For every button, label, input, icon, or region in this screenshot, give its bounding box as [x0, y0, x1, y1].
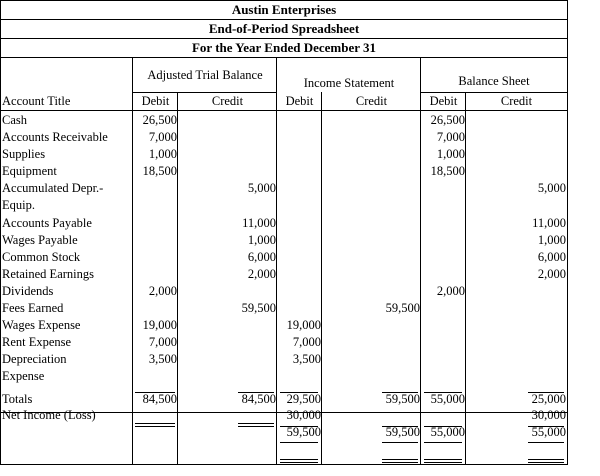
- header-account-title: Account Title: [2, 94, 71, 108]
- amount-is-debit: 19,000: [286, 318, 321, 332]
- account-name: Supplies: [2, 147, 46, 161]
- amount-tb-debit: 7,000: [148, 335, 177, 349]
- group-balance-sheet: Balance Sheet: [458, 74, 530, 88]
- account-name: Common Stock: [2, 250, 81, 264]
- amount-bs-credit: 11,000: [532, 216, 566, 230]
- border-line: [567, 0, 568, 57]
- amount-is-credit: 59,500: [385, 425, 420, 439]
- amount-bs-credit: 25,000: [531, 392, 566, 406]
- grid-line: [321, 92, 322, 465]
- amount-tb-debit: 84,500: [142, 392, 177, 406]
- account-name: Accounts Payable: [2, 216, 92, 230]
- amount-tb-credit: 1,000: [247, 233, 276, 247]
- report-title: End-of-Period Spreadsheet: [208, 21, 360, 36]
- header-tb-credit: Credit: [211, 94, 244, 108]
- amount-tb-debit: 3,500: [148, 352, 177, 366]
- total-underline: [424, 392, 462, 393]
- group-income-statement: Income Statement: [303, 76, 395, 90]
- amount-bs-credit: 6,000: [537, 250, 566, 264]
- account-name-cont: Equip.: [2, 198, 35, 212]
- total-underline: [528, 426, 564, 427]
- border-line: [0, 0, 1, 57]
- amount-tb-credit: 59,500: [241, 301, 276, 315]
- grid-line: [0, 110, 568, 111]
- amount-is-credit: 59,500: [385, 301, 420, 315]
- amount-tb-debit: 1,000: [148, 147, 177, 161]
- group-trial-balance: Adjusted Trial Balance: [147, 68, 263, 82]
- double-underline: [382, 459, 418, 463]
- amount-is-credit: 59,500: [385, 392, 420, 406]
- border-line: [0, 57, 568, 58]
- total-underline: [424, 442, 462, 443]
- total-underline: [382, 442, 418, 443]
- amount-bs-debit: 55,000: [430, 392, 465, 406]
- border-line: [0, 38, 568, 39]
- double-underline: [238, 423, 274, 427]
- grid-line: [133, 92, 277, 93]
- company-name: Austin Enterprises: [231, 2, 337, 17]
- account-name: Net Income (Loss): [2, 408, 96, 422]
- amount-bs-debit: 55,000: [430, 425, 465, 439]
- amount-bs-debit: 1,000: [436, 147, 465, 161]
- report-period: For the Year Ended December 31: [191, 40, 377, 55]
- total-underline: [382, 392, 418, 393]
- amount-tb-credit: 84,500: [241, 392, 276, 406]
- account-name: Fees Earned: [2, 301, 64, 315]
- amount-bs-credit: 30,000: [531, 408, 566, 422]
- total-underline: [528, 392, 564, 393]
- account-name: Accumulated Depr.-: [2, 181, 104, 195]
- amount-bs-credit: 5,000: [537, 181, 566, 195]
- total-underline: [528, 442, 564, 443]
- header-bs-credit: Credit: [500, 94, 533, 108]
- total-underline: [135, 392, 175, 393]
- header-is-debit: Debit: [285, 94, 314, 108]
- amount-is-debit: 59,500: [286, 425, 321, 439]
- total-underline: [238, 392, 274, 393]
- border-line: [0, 0, 568, 1]
- account-name: Retained Earnings: [2, 267, 94, 281]
- account-name: Accounts Receivable: [2, 130, 108, 144]
- double-underline: [528, 459, 564, 463]
- amount-tb-debit: 19,000: [142, 318, 177, 332]
- account-name-cont: Expense: [2, 369, 45, 383]
- account-name: Dividends: [2, 284, 54, 298]
- grid-line: [421, 92, 567, 93]
- total-underline: [280, 442, 318, 443]
- amount-is-debit: 3,500: [292, 352, 321, 366]
- account-name: Equipment: [2, 164, 57, 178]
- amount-bs-credit: 1,000: [537, 233, 566, 247]
- total-underline: [424, 426, 462, 427]
- amount-bs-debit: 7,000: [436, 130, 465, 144]
- amount-tb-debit: 7,000: [148, 130, 177, 144]
- amount-bs-debit: 26,500: [430, 113, 465, 127]
- amount-tb-credit: 6,000: [247, 250, 276, 264]
- header-is-credit: Credit: [355, 94, 388, 108]
- grid-line: [0, 464, 568, 465]
- grid-line: [567, 57, 568, 465]
- amount-is-debit: 30,000: [286, 408, 321, 422]
- amount-bs-debit: 18,500: [430, 164, 465, 178]
- amount-tb-debit: 2,000: [148, 284, 177, 298]
- double-underline: [135, 423, 175, 427]
- amount-tb-debit: 18,500: [142, 164, 177, 178]
- double-underline: [280, 459, 318, 463]
- total-underline: [382, 426, 418, 427]
- amount-bs-credit: 2,000: [537, 267, 566, 281]
- header-tb-debit: Debit: [141, 94, 170, 108]
- amount-tb-credit: 11,000: [242, 216, 276, 230]
- amount-tb-credit: 2,000: [247, 267, 276, 281]
- account-name: Wages Expense: [2, 318, 81, 332]
- total-underline: [280, 426, 318, 427]
- header-bs-debit: Debit: [429, 94, 458, 108]
- amount-tb-credit: 5,000: [247, 181, 276, 195]
- amount-bs-credit: 55,000: [531, 425, 566, 439]
- total-underline: [280, 392, 318, 393]
- account-name: Rent Expense: [2, 335, 72, 349]
- account-name: Totals: [2, 392, 33, 406]
- grid-line: [0, 57, 1, 465]
- double-underline: [424, 459, 462, 463]
- account-name: Wages Payable: [2, 233, 78, 247]
- border-line: [0, 19, 568, 20]
- amount-bs-debit: 2,000: [436, 284, 465, 298]
- amount-is-debit: 7,000: [292, 335, 321, 349]
- amount-is-debit: 29,500: [286, 392, 321, 406]
- account-name: Cash: [2, 113, 27, 127]
- account-name: Depreciation: [2, 352, 67, 366]
- amount-tb-debit: 26,500: [142, 113, 177, 127]
